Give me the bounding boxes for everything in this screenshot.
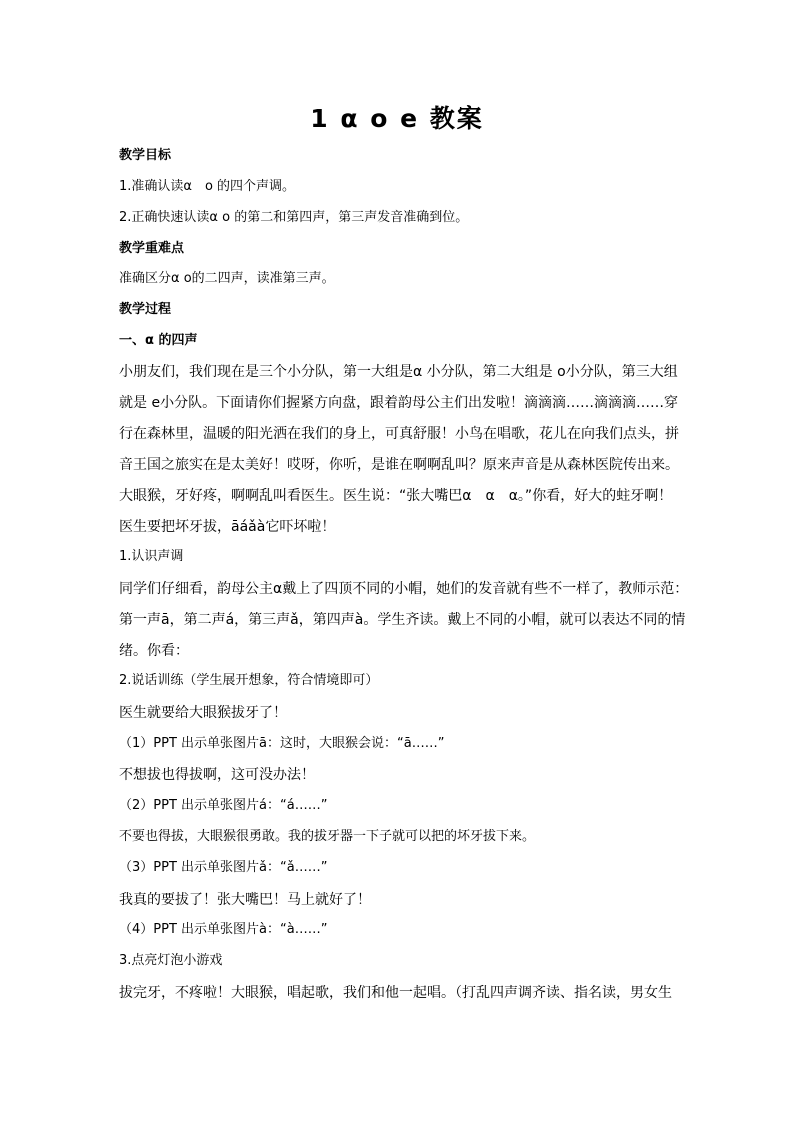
step2-heading: 2.说话训练（学生展开想象，符合情境即可） (119, 673, 379, 688)
goal-item-2: 2.正确快速认读α o 的第二和第四声，第三声发音准确到位。 (119, 210, 469, 225)
ppt-response-1: 不想拔也得拔啊，这可没办法！ (119, 767, 315, 783)
key-heading: 教学重难点 (119, 241, 185, 256)
page-title: 1 α o e 教案 (310, 104, 484, 133)
process-heading: 教学过程 (119, 302, 172, 317)
story-line: 小朋友们，我们现在是三个小分队，第一大组是α 小分队，第二大组是 o小分队，第三大组 (119, 364, 678, 380)
step1-heading: 1.认识声调 (119, 549, 184, 564)
step1-line: 同学们仔细看，韵母公主α戴上了四顶不同的小帽，她们的发音就有些不一样了，教师示范： (119, 581, 689, 597)
story-line: 大眼猴，牙好疼，啊啊乱叫看医生。医生说：“张大嘴巴α α α。”你看，好大的蛀牙啊！ (119, 488, 673, 504)
ppt-item-4: （4）PPT 出示单张图片à：“à……” (119, 922, 328, 937)
step2-intro: 医生就要给大眼猴拔牙了！ (119, 705, 287, 721)
goal-item-1: 1.准确认读α o 的四个声调。 (119, 179, 296, 194)
story-line: 音王国之旅实在是太美好！哎呀，你听，是谁在啊啊乱叫？原来声音是从森林医院传出来。 (119, 457, 679, 473)
story-line: 医生要把坏牙拔，āáǎà它吓坏啦！ (119, 519, 336, 535)
ppt-response-3: 我真的要拔了！张大嘴巴！马上就好了！ (119, 892, 371, 908)
step3-heading: 3.点亮灯泡小游戏 (119, 953, 223, 968)
ppt-item-2: （2）PPT 出示单张图片á：“á……” (119, 798, 328, 813)
step3-text: 拔完牙，不疼啦！大眼猴，唱起歌，我们和他一起唱。（打乱四声调齐读、指名读，男女生 (119, 985, 672, 1001)
part1-heading: 一、α 的四声 (119, 333, 198, 348)
goals-heading: 教学目标 (119, 148, 172, 163)
ppt-response-2: 不要也得拔，大眼猴很勇敢。我的拔牙器一下子就可以把的坏牙拔下来。 (119, 829, 536, 844)
key-text: 准确区分α o的二四声，读准第三声。 (119, 271, 335, 286)
ppt-item-1: （1）PPT 出示单张图片ā：这时，大眼猴会说：“ā……” (119, 736, 445, 751)
story-line: 就是 e小分队。下面请你们握紧方向盘，跟着韵母公主们出发啦！滴滴滴……滴滴滴……穿 (119, 395, 679, 411)
step1-line: 第一声ā，第二声á，第三声ǎ，第四声à。学生齐读。戴上不同的小帽，就可以表达不同的情 (119, 612, 686, 628)
step1-line: 绪。你看： (119, 643, 189, 659)
ppt-item-3: （3）PPT 出示单张图片ǎ：“ǎ……” (119, 860, 328, 875)
story-line: 行在森林里，温暖的阳光洒在我们的身上，可真舒服！小鸟在唱歌，花儿在向我们点头，拼 (119, 426, 679, 442)
